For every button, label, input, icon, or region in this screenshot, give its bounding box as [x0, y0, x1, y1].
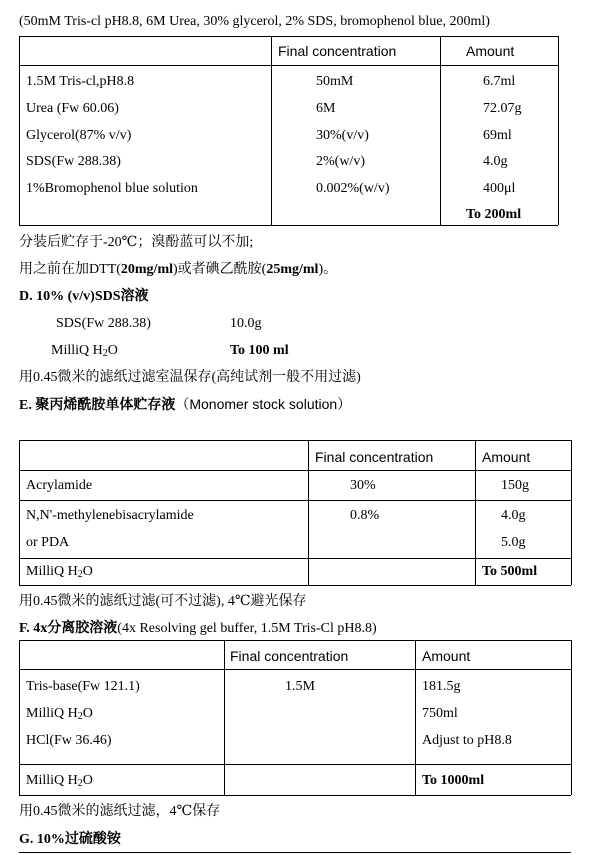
table-row-name: HCl(Fw 36.46): [26, 733, 112, 748]
table-row-conc: 6M: [316, 101, 336, 116]
t1-total: To 200ml: [466, 207, 522, 222]
table-row-name: 1.5M Tris-cl,pH8.8: [26, 74, 135, 89]
table-row-amount: Adjust to pH8.8: [422, 733, 512, 748]
table-row-conc: 30%(v/v): [316, 128, 369, 143]
table-row-conc: 0.002%(w/v): [316, 181, 390, 196]
te-header-conc: Final concentration: [315, 449, 434, 465]
section-e-title: E. 聚丙烯酰胺单体贮存液（Monomer stock solution）: [19, 396, 352, 413]
table-row-name: Urea (Fw 60.06): [26, 101, 119, 116]
table-row-name: MilliQ $H_2O$: [26, 706, 93, 722]
table-row-name: Acrylamide: [26, 478, 93, 493]
table-row-amount: 150g: [501, 478, 529, 493]
table-row-name: or PDA: [26, 535, 70, 550]
table-row-name: Glycerol(87% v/v): [26, 128, 132, 143]
section-g-title: G. 10%过硫酸铵: [19, 832, 121, 847]
table-row-amount: 6.7ml: [483, 74, 516, 89]
tf-total-amount: To 1000ml: [422, 773, 485, 788]
t1-header-conc: Final concentration: [278, 43, 397, 59]
section-d-note: 用0.45微米的滤纸过滤室温保存(高纯试剂一般不用过滤): [19, 370, 361, 385]
table-row-name: SDS(Fw 288.38): [26, 154, 121, 169]
table-row-name: Tris-base(Fw 121.1): [26, 679, 140, 694]
table-row-conc: 50mM: [316, 74, 354, 89]
table-row-amount: 400μl: [483, 181, 516, 196]
table-row-amount: 5.0g: [501, 535, 526, 550]
section-e-note: 用0.45微米的滤纸过滤(可不过滤), 4℃避光保存: [19, 594, 307, 609]
d-row-name: SDS(Fw 288.38): [56, 316, 151, 331]
table-row-conc: 2%(w/v): [316, 154, 365, 169]
t1-header-amount: Amount: [466, 43, 515, 59]
table-row-conc: 30%: [350, 478, 376, 493]
table-row-amount: 181.5g: [422, 679, 461, 694]
tf-header-amount: Amount: [422, 648, 471, 664]
te-total-name: MilliQ $H_2O$: [26, 564, 93, 580]
table-row-conc: 0.8%: [350, 508, 380, 523]
section-f-note: 用0.45微米的滤纸过滤，4℃保存: [19, 804, 221, 819]
note-storage: 分装后贮存于-20℃；溴酚蓝可以不加;: [19, 235, 254, 250]
d-row-name: MilliQ $H_2O$: [51, 343, 118, 359]
table-row-amount: 72.07g: [483, 101, 522, 116]
d-row-amount: To 100 ml: [230, 343, 289, 358]
section-d-title: D. 10% (v/v)SDS溶液: [19, 289, 149, 304]
section-f-title: F. 4x分离胶溶液(4x Resolving gel buffer, 1.5M Tris-Cl pH8.8): [19, 621, 377, 636]
table-row-amount: 750ml: [422, 706, 458, 721]
table-row-amount: 4.0g: [483, 154, 508, 169]
table-row-name: N,N'-methylenebisacrylamide: [26, 508, 194, 523]
table-row-amount: 4.0g: [501, 508, 526, 523]
table-row-name: 1%Bromophenol blue solution: [26, 181, 198, 196]
note-dtt: 用之前在加DTT(20mg/ml)或者碘乙酰胺(25mg/ml)。: [19, 262, 338, 277]
table-row-conc: 1.5M: [285, 679, 315, 694]
table-row-amount: 69ml: [483, 128, 512, 143]
te-total-amount: To 500ml: [482, 564, 538, 579]
tf-header-conc: Final concentration: [230, 648, 349, 664]
table-g-top-border: [19, 852, 571, 853]
tf-total-name: MilliQ $H_2O$: [26, 773, 93, 789]
d-row-amount: 10.0g: [230, 316, 262, 331]
intro-line: (50mM Tris-cl pH8.8, 6M Urea, 30% glycerol, 2% SDS, bromophenol blue, 200ml): [19, 14, 490, 29]
te-header-amount: Amount: [482, 449, 531, 465]
